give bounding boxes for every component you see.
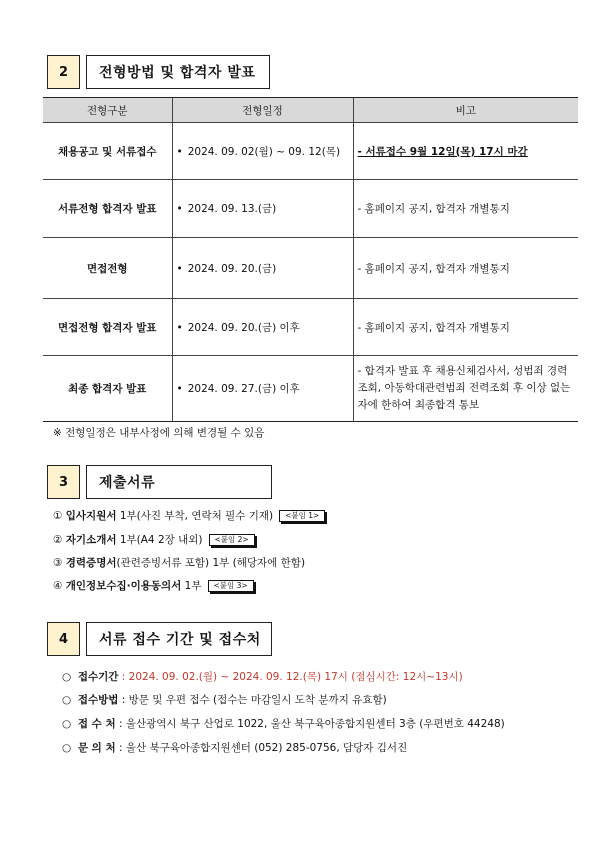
item-number: ① [53, 509, 63, 522]
document-detail: 1부 [184, 580, 202, 592]
info-value: : 2024. 09. 02.(월) ~ 2024. 09. 12.(목) 17시 (점심시간: 12시~13시) [121, 671, 463, 683]
section-number: 3 [47, 465, 80, 499]
info-label: 접수방법 [77, 694, 119, 706]
section-title: 서류 접수 기간 및 접수처 [86, 622, 272, 656]
date-cell: • 2024. 09. 13.(금) [172, 180, 353, 238]
document-item [53, 508, 325, 523]
info-value: : 방문 및 우편 접수 (접수는 마감일시 도착 분까지 유효함) [121, 694, 387, 706]
document-detail: 1부(A4 2장 내외) [119, 534, 203, 546]
table-row [43, 180, 578, 238]
document-name: 개인정보수집·이용동의서 [65, 580, 182, 592]
section-4-header [47, 622, 272, 656]
document-detail: 1부(사진 부착, 연락처 필수 기재) [119, 510, 274, 522]
note-cell: - 홈페이지 공지, 합격자 개별통지 [353, 299, 578, 356]
date-cell: • 2024. 09. 27.(금) 이후 [172, 356, 353, 422]
stage-cell: 채용공고 및 서류접수 [43, 123, 172, 180]
note-cell: - 합격자 발표 후 채용신체검사서, 성범죄 경력조회, 아동학대관련범죄 전력조회 후 이상 없는 자에 한하여 최종합격 통보 [353, 356, 578, 422]
info-value: : 울산 북구육아종합지원센터 (052) 285-0756, 담당자 김서진 [118, 742, 408, 754]
document-detail: (관련증빙서류 포함) 1부 (해당자에 한함) [116, 557, 306, 569]
submission-method [62, 692, 387, 707]
info-label: 문 의 처 [77, 742, 116, 754]
attachment-tag: <붙임 1> [279, 510, 325, 522]
info-label: 접수기간 [77, 671, 119, 683]
item-number: ② [53, 533, 63, 546]
schedule-footnote: ※ 전형일정은 내부사정에 의해 변경될 수 있음 [53, 427, 265, 439]
stage-cell: 면접전형 [43, 238, 172, 299]
document-name: 입사지원서 [65, 510, 117, 522]
stage-cell: 서류전형 합격자 발표 [43, 180, 172, 238]
note-cell: - 홈페이지 공지, 합격자 개별통지 [353, 180, 578, 238]
section-2-header [47, 55, 270, 89]
section-number: 2 [47, 55, 80, 89]
note-cell: - 서류접수 9월 12일(목) 17시 마감 [353, 123, 578, 180]
note-cell: - 홈페이지 공지, 합격자 개별통지 [353, 238, 578, 299]
document-item [53, 578, 254, 593]
table-row [43, 238, 578, 299]
document-item [53, 555, 305, 570]
stage-cell: 면접전형 합격자 발표 [43, 299, 172, 356]
section-title: 전형방법 및 합격자 발표 [86, 55, 270, 89]
date-cell: • 2024. 09. 20.(금) [172, 238, 353, 299]
section-number: 4 [47, 622, 80, 656]
info-label: 접 수 처 [77, 718, 116, 730]
date-cell: • 2024. 09. 20.(금) 이후 [172, 299, 353, 356]
attachment-tag: <붙임 3> [208, 580, 254, 592]
document-name: 자기소개서 [65, 534, 117, 546]
table-row [43, 356, 578, 422]
circle-bullet-icon: ○ [62, 694, 72, 706]
document-name: 경력증명서 [65, 557, 117, 569]
circle-bullet-icon: ○ [62, 742, 72, 754]
item-number: ④ [53, 579, 63, 592]
stage-cell: 최종 합격자 발표 [43, 356, 172, 422]
section-3-header [47, 465, 272, 499]
attachment-tag: <붙임 2> [209, 534, 255, 546]
item-number: ③ [53, 556, 63, 569]
contact-info [62, 740, 407, 755]
column-header: 전형구분 [43, 98, 172, 123]
submission-period [62, 669, 463, 684]
submission-address [62, 716, 505, 731]
document-item [53, 532, 255, 547]
schedule-table [43, 97, 578, 422]
table-row [43, 299, 578, 356]
table-row [43, 123, 578, 180]
info-value: : 울산광역시 북구 산업로 1022, 울산 북구육아종합지원센터 3층 (우편번호 44248) [118, 718, 505, 730]
column-header: 전형일정 [172, 98, 353, 123]
column-header: 비고 [353, 98, 578, 123]
circle-bullet-icon: ○ [62, 671, 72, 683]
circle-bullet-icon: ○ [62, 718, 72, 730]
table-header-row [43, 98, 578, 123]
date-cell: • 2024. 09. 02(월) ~ 09. 12(목) [172, 123, 353, 180]
section-title: 제출서류 [86, 465, 272, 499]
